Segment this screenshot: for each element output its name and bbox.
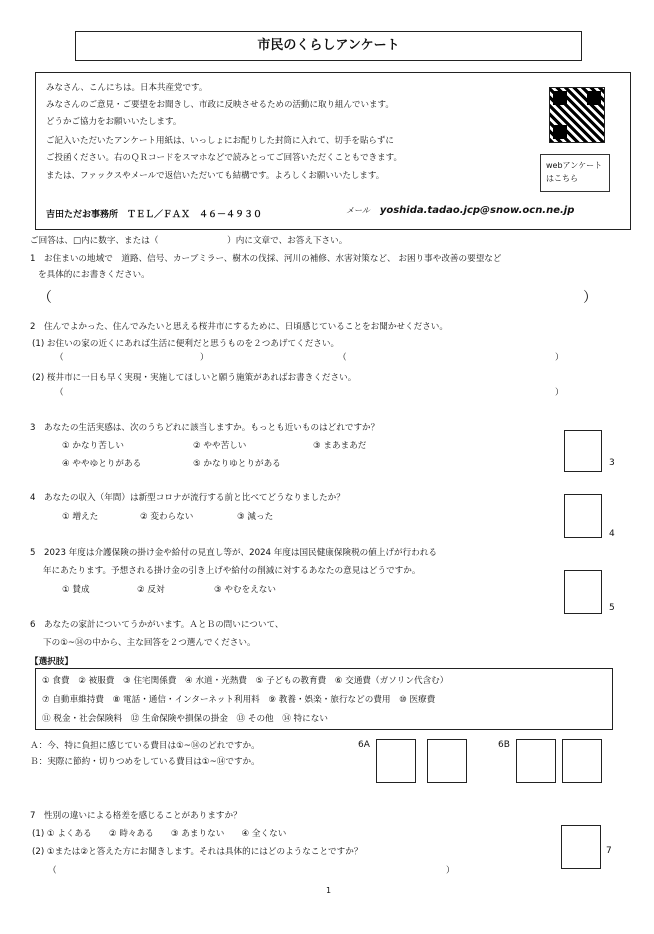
q2-sub1-close-2: ） [555, 353, 564, 363]
q7-answer-box[interactable] [561, 825, 601, 869]
page-title: 市民のくらしアンケート [75, 31, 582, 61]
q4-option: ① 増えた [62, 512, 99, 522]
web-survey-label: webアンケート はこちら [540, 154, 610, 192]
q3-text: 3 あなたの生活実感は、次のうちどれに該当しますか。もっとも近いものはどれですか？ [30, 423, 380, 433]
q5-answer-box[interactable] [564, 570, 602, 614]
q2-sub2-close: ） [555, 388, 564, 398]
q3-option: ③ まあまあだ [313, 441, 367, 451]
q2-sub1-open-1: （ [55, 353, 64, 363]
q5-option: ① 賛成 [62, 585, 90, 595]
q6b-answer-box-1[interactable] [516, 739, 556, 783]
email-value[interactable]: yoshida.tadao.jcp@snow.ocn.ne.jp [379, 205, 575, 216]
q7-answer-open: （ [48, 866, 57, 876]
q6a-answer-box-2[interactable] [427, 739, 467, 783]
q1-text-cont: を具体的にお書きください。 [38, 270, 150, 280]
intro-line: または、ファックスやメールで返信いただいても結構です。よろしくお願いいたします。 [46, 171, 385, 181]
choices-row: ⑪ 税金・社会保険料 ⑫ 生命保険や損保の掛金 ⑬ その他 ⑭ 特にない [42, 714, 328, 724]
q4-option: ③ 減った [237, 512, 274, 522]
q6-question-a: Ａ：今、特に負担に感じている費目は①~⑭のどれですか。 [30, 741, 260, 751]
q5-box-label: 5 [609, 603, 615, 613]
q3-box-label: 3 [609, 458, 615, 468]
q2-sub2: (2) 桜井市に一日も早く実現・実施してほしいと願う施策があればお書きください。 [32, 373, 357, 383]
q4-text: 4 あなたの収入（年間）は新型コロナが流行する前と比べてどうなりましたか？ [30, 493, 345, 503]
q2-sub1-open-2: （ [338, 353, 347, 363]
q5-option: ② 反対 [137, 585, 165, 595]
intro-line: みなさん、こんにちは。日本共産党です。 [46, 83, 208, 93]
q3-option: ② やや苦しい [193, 441, 247, 451]
q4-option: ② 変わらない [140, 512, 194, 522]
page-number: 1 [326, 886, 332, 895]
q1-answer-open: （ [38, 290, 52, 306]
q7-box-label: 7 [606, 846, 612, 856]
q1-text: 1 お住まいの地域で 道路、信号、カーブミラー、樹木の伐採、河川の補修、水害対策など、 お困り事や改善の要望など [30, 254, 502, 264]
choices-row: ① 食費 ② 被服費 ③ 住宅関係費 ④ 水道・光熱費 ⑤ 子どもの教育費 ⑥ 交通費（ガソリン代含む） [42, 676, 449, 686]
q6b-box-label: 6B [498, 740, 510, 750]
q2-sub1: (1) お住いの家の近くにあれば生活に便利だと思うものを２つあげてください。 [32, 339, 340, 349]
q4-answer-box[interactable] [564, 494, 602, 538]
intro-line: ご記入いただいたアンケート用紙は、いっしょにお配りした封筒に入れて、切手を貼らずに [46, 136, 394, 146]
email-address [346, 205, 574, 216]
q6-text-cont: 下の①~⑭の中から、主な回答を２つ選んでください。 [43, 638, 256, 648]
intro-line: ご投函ください。右のＱＲコードをスマホなどで読みとってご回答いただくこともできます。 [46, 153, 402, 163]
q7-text: 7 性別の違いによる格差を感じることがありますか？ [30, 811, 242, 821]
choices-label: 【選択肢】 [30, 657, 73, 667]
q1-answer-close: ） [583, 290, 597, 306]
choices-box [35, 668, 613, 730]
q5-text: 5 2023 年度は介護保険の掛け金や給付の見直し等が、2024 年度は国民健康保険税の値上げが行われる [30, 548, 438, 558]
q6-question-b: Ｂ：実際に節約・切りつめをしている費目は①~⑭ですか。 [30, 757, 260, 767]
office-contact: 吉田ただお事務所 ＴＥＬ／ＦＡＸ ４６－４９３０ [46, 210, 263, 220]
intro-line: どうかご協力をお願いいたします。 [46, 117, 182, 127]
q3-option: ⑤ かなりゆとりがある [193, 459, 281, 469]
q6a-box-label: 6A [358, 740, 370, 750]
intro-box [35, 72, 631, 230]
q7-answer-close: ） [446, 866, 455, 876]
choices-row: ⑦ 自動車維持費 ⑧ 電話・通信・インターネット利用料 ⑨ 教養・娯楽・旅行などの費用 ⑩ 医療費 [42, 695, 436, 705]
intro-line: みなさんのご意見・ご要望をお聞きし、市政に反映させるための活動に取り組んでいます。 [46, 100, 394, 110]
q3-option: ④ ややゆとりがある [62, 459, 142, 469]
qr-code-icon[interactable] [549, 87, 605, 143]
q6b-answer-box-2[interactable] [562, 739, 602, 783]
q3-option: ① かなり苦しい [62, 441, 124, 451]
q7-sub2: (2) ①または②と答えた方にお聞きします。それは具体的にはどのようなことですか？ [32, 847, 363, 857]
q2-sub2-open: （ [55, 388, 64, 398]
q6-text: 6 あなたの家計についてうかがいます。ＡとＢの問いについて、 [30, 620, 284, 630]
q2-sub1-close-1: ） [200, 353, 209, 363]
q4-box-label: 4 [609, 529, 615, 539]
q6a-answer-box-1[interactable] [376, 739, 416, 783]
instructions: ご回答は、□内に数字、または（ ）内に文章で、お答え下さい。 [30, 236, 348, 246]
q5-option: ③ やむをえない [214, 585, 276, 595]
q5-text-cont: 年にあたります。予想される掛け金の引き上げや給付の削減に対するあなたの意見はどうですか。 [43, 566, 421, 576]
email-label: メール [346, 206, 370, 215]
q3-answer-box[interactable] [564, 430, 602, 472]
q2-text: 2 住んでよかった、住んでみたいと思える桜井市にするために、日頃感じていることをお聞かせください。 [30, 322, 448, 332]
q7-sub1: (1) ① よくある ② 時々ある ③ あまりない ④ 全くない [32, 829, 287, 839]
